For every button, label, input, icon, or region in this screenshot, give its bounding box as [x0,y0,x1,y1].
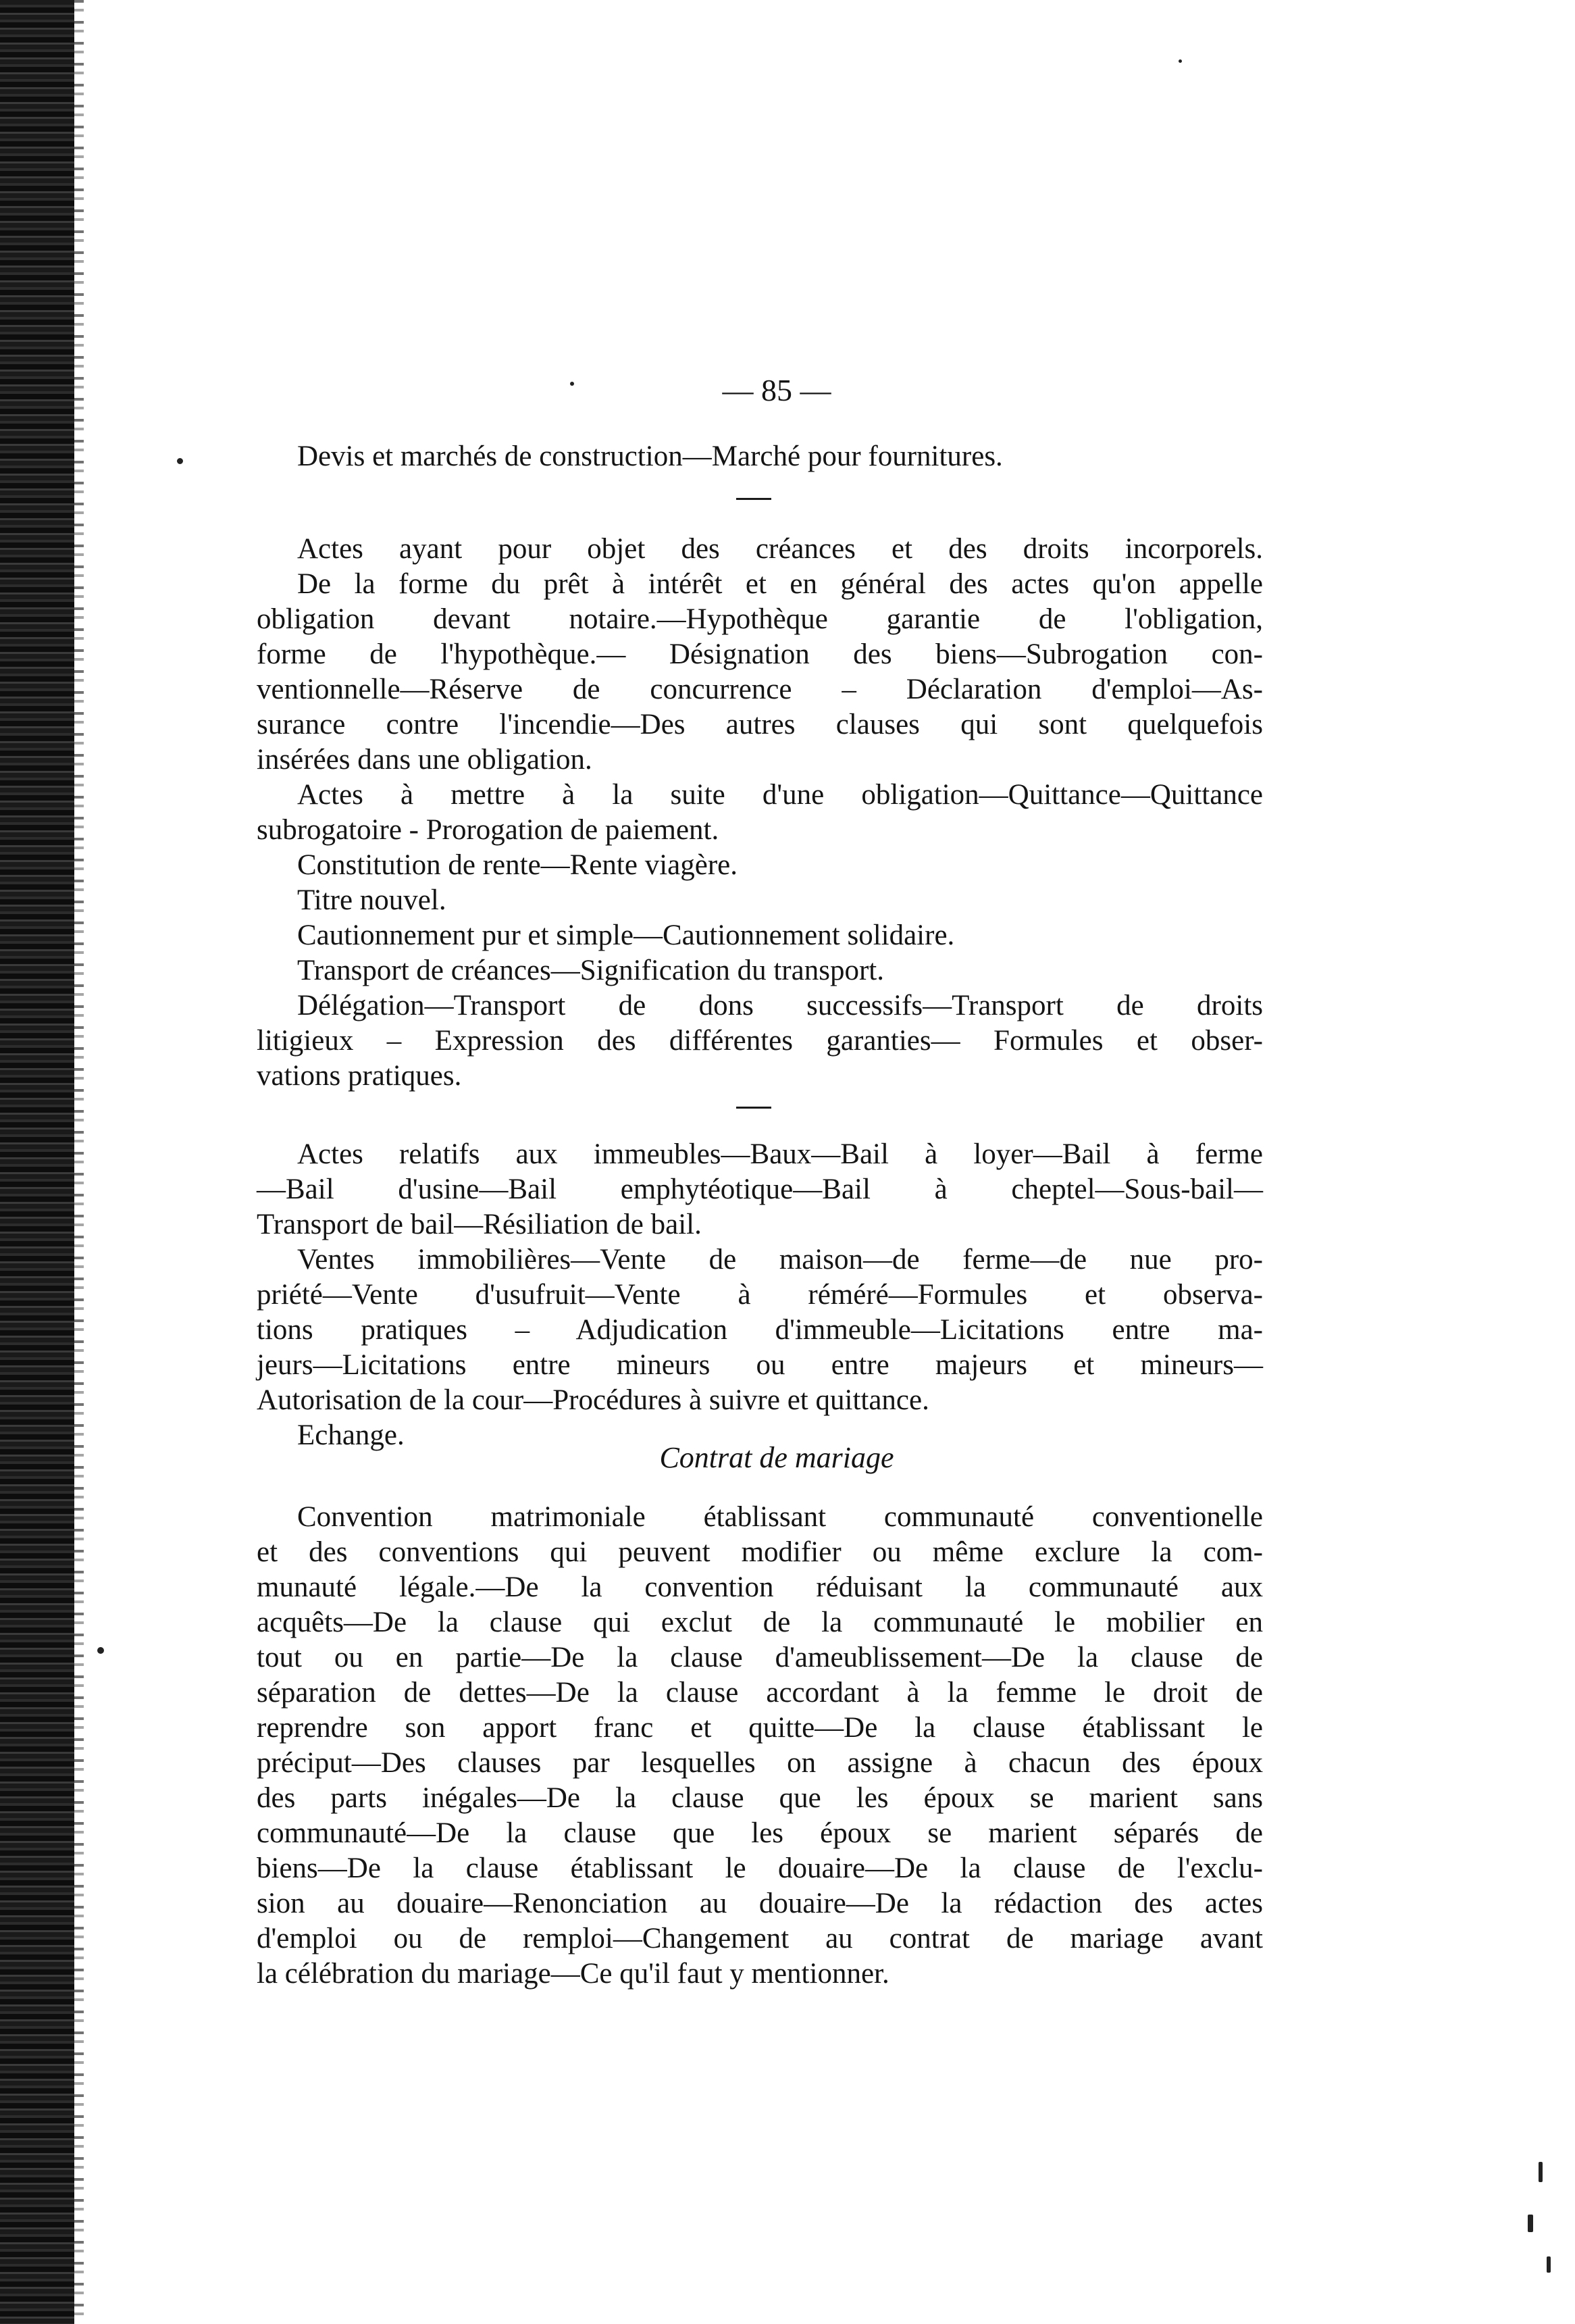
text-line: munauté légale.—De la convention réduisant la communauté aux [257,1571,1263,1603]
text-line: Délégation—Transport de dons successifs—Transport de droits [297,990,1263,1021]
text-line: Convention matrimoniale établissant communauté conventionelle [297,1501,1263,1533]
text-line: surance contre l'incendie—Des autres clauses qui sont quelquefois [257,709,1263,740]
text-line: reprendre son apport franc et quitte—De la clause établissant le [257,1712,1263,1744]
text-line: Echange. [297,1419,405,1451]
scan-speck [177,458,183,464]
text-line: Constitution de rente—Rente viagère. [297,849,738,881]
text-line: Actes à mettre à la suite d'une obligation—Quittance—Quittance [297,779,1263,811]
text-line: subrogatoire - Prorogation de paiement. [257,814,719,846]
text-line: forme de l'hypothèque.— Désignation des biens—Subrogation con- [257,638,1263,670]
text-line: Cautionnement pur et simple—Cautionnement solidaire. [297,919,955,951]
text-line: litigieux – Expression des différentes garanties— Formules et obser- [257,1025,1263,1057]
text-line: Ventes immobilières—Vente de maison—de ferme—de nue pro- [297,1244,1263,1275]
text-line: communauté—De la clause que les époux se marient séparés de [257,1817,1263,1849]
text-line: obligation devant notaire.—Hypothèque garantie de l'obligation, [257,603,1263,635]
text-line: Transport de créances—Signification du transport. [297,955,884,986]
text-line: la célébration du mariage—Ce qu'il faut y mentionner. [257,1958,889,1990]
text-line: Devis et marchés de construction—Marché pour fournitures. [297,440,1003,472]
text-line: Titre nouvel. [297,884,446,916]
scan-speck [1539,2162,1543,2182]
text-line: vations pratiques. [257,1060,462,1092]
text-line: d'emploi ou de remploi—Changement au contrat de mariage avant [257,1923,1263,1954]
text-line: préciput—Des clauses par lesquelles on assigne à chacun des époux [257,1747,1263,1779]
text-line: Actes ayant pour objet des créances et des droits incorporels. [297,533,1263,565]
text-line: tout ou en partie—De la clause d'ameublissement—De la clause de [257,1642,1263,1673]
text-line: jeurs—Licitations entre mineurs ou entre majeurs et mineurs— [257,1349,1263,1381]
text-line: insérées dans une obligation. [257,744,592,776]
text-line: Autorisation de la cour—Procédures à suivre et quittance. [257,1384,929,1416]
text-line: des parts inégales—De la clause que les époux se marient sans [257,1782,1263,1814]
scan-speck [1547,2256,1551,2273]
page-number: — 85 — [722,373,831,407]
text-line: acquêts—De la clause qui exclut de la communauté le mobilier en [257,1607,1263,1638]
text-line: —Bail d'usine—Bail emphytéotique—Bail à cheptel—Sous-bail— [257,1173,1263,1205]
text-line: ventionnelle—Réserve de concurrence – Déclaration d'emploi—As- [257,674,1263,705]
scanned-binding-edge [0,0,74,2324]
text-line: De la forme du prêt à intérêt et en général des actes qu'on appelle [297,568,1263,600]
text-line: Actes relatifs aux immeubles—Baux—Bail à loyer—Bail à ferme [297,1138,1263,1170]
section-divider [736,1107,771,1109]
text-line: séparation de dettes—De la clause accordant à la femme le droit de [257,1677,1263,1709]
section-divider [736,498,771,500]
scan-speck [1528,2215,1533,2232]
text-line: Transport de bail—Résiliation de bail. [257,1209,702,1240]
text-line: priété—Vente d'usufruit—Vente à réméré—Formules et observa- [257,1279,1263,1311]
text-line: tions pratiques – Adjudication d'immeuble—Licitations entre ma- [257,1314,1263,1346]
scan-speck [570,382,574,386]
text-line: sion au douaire—Renonciation au douaire—De la rédaction des actes [257,1888,1263,1919]
scan-speck [97,1647,104,1654]
section-heading: Contrat de mariage [659,1441,894,1474]
text-line: et des conventions qui peuvent modifier ou même exclure la com- [257,1536,1263,1568]
scan-speck [1179,59,1182,63]
text-line: biens—De la clause établissant le douaire—De la clause de l'exclu- [257,1852,1263,1884]
